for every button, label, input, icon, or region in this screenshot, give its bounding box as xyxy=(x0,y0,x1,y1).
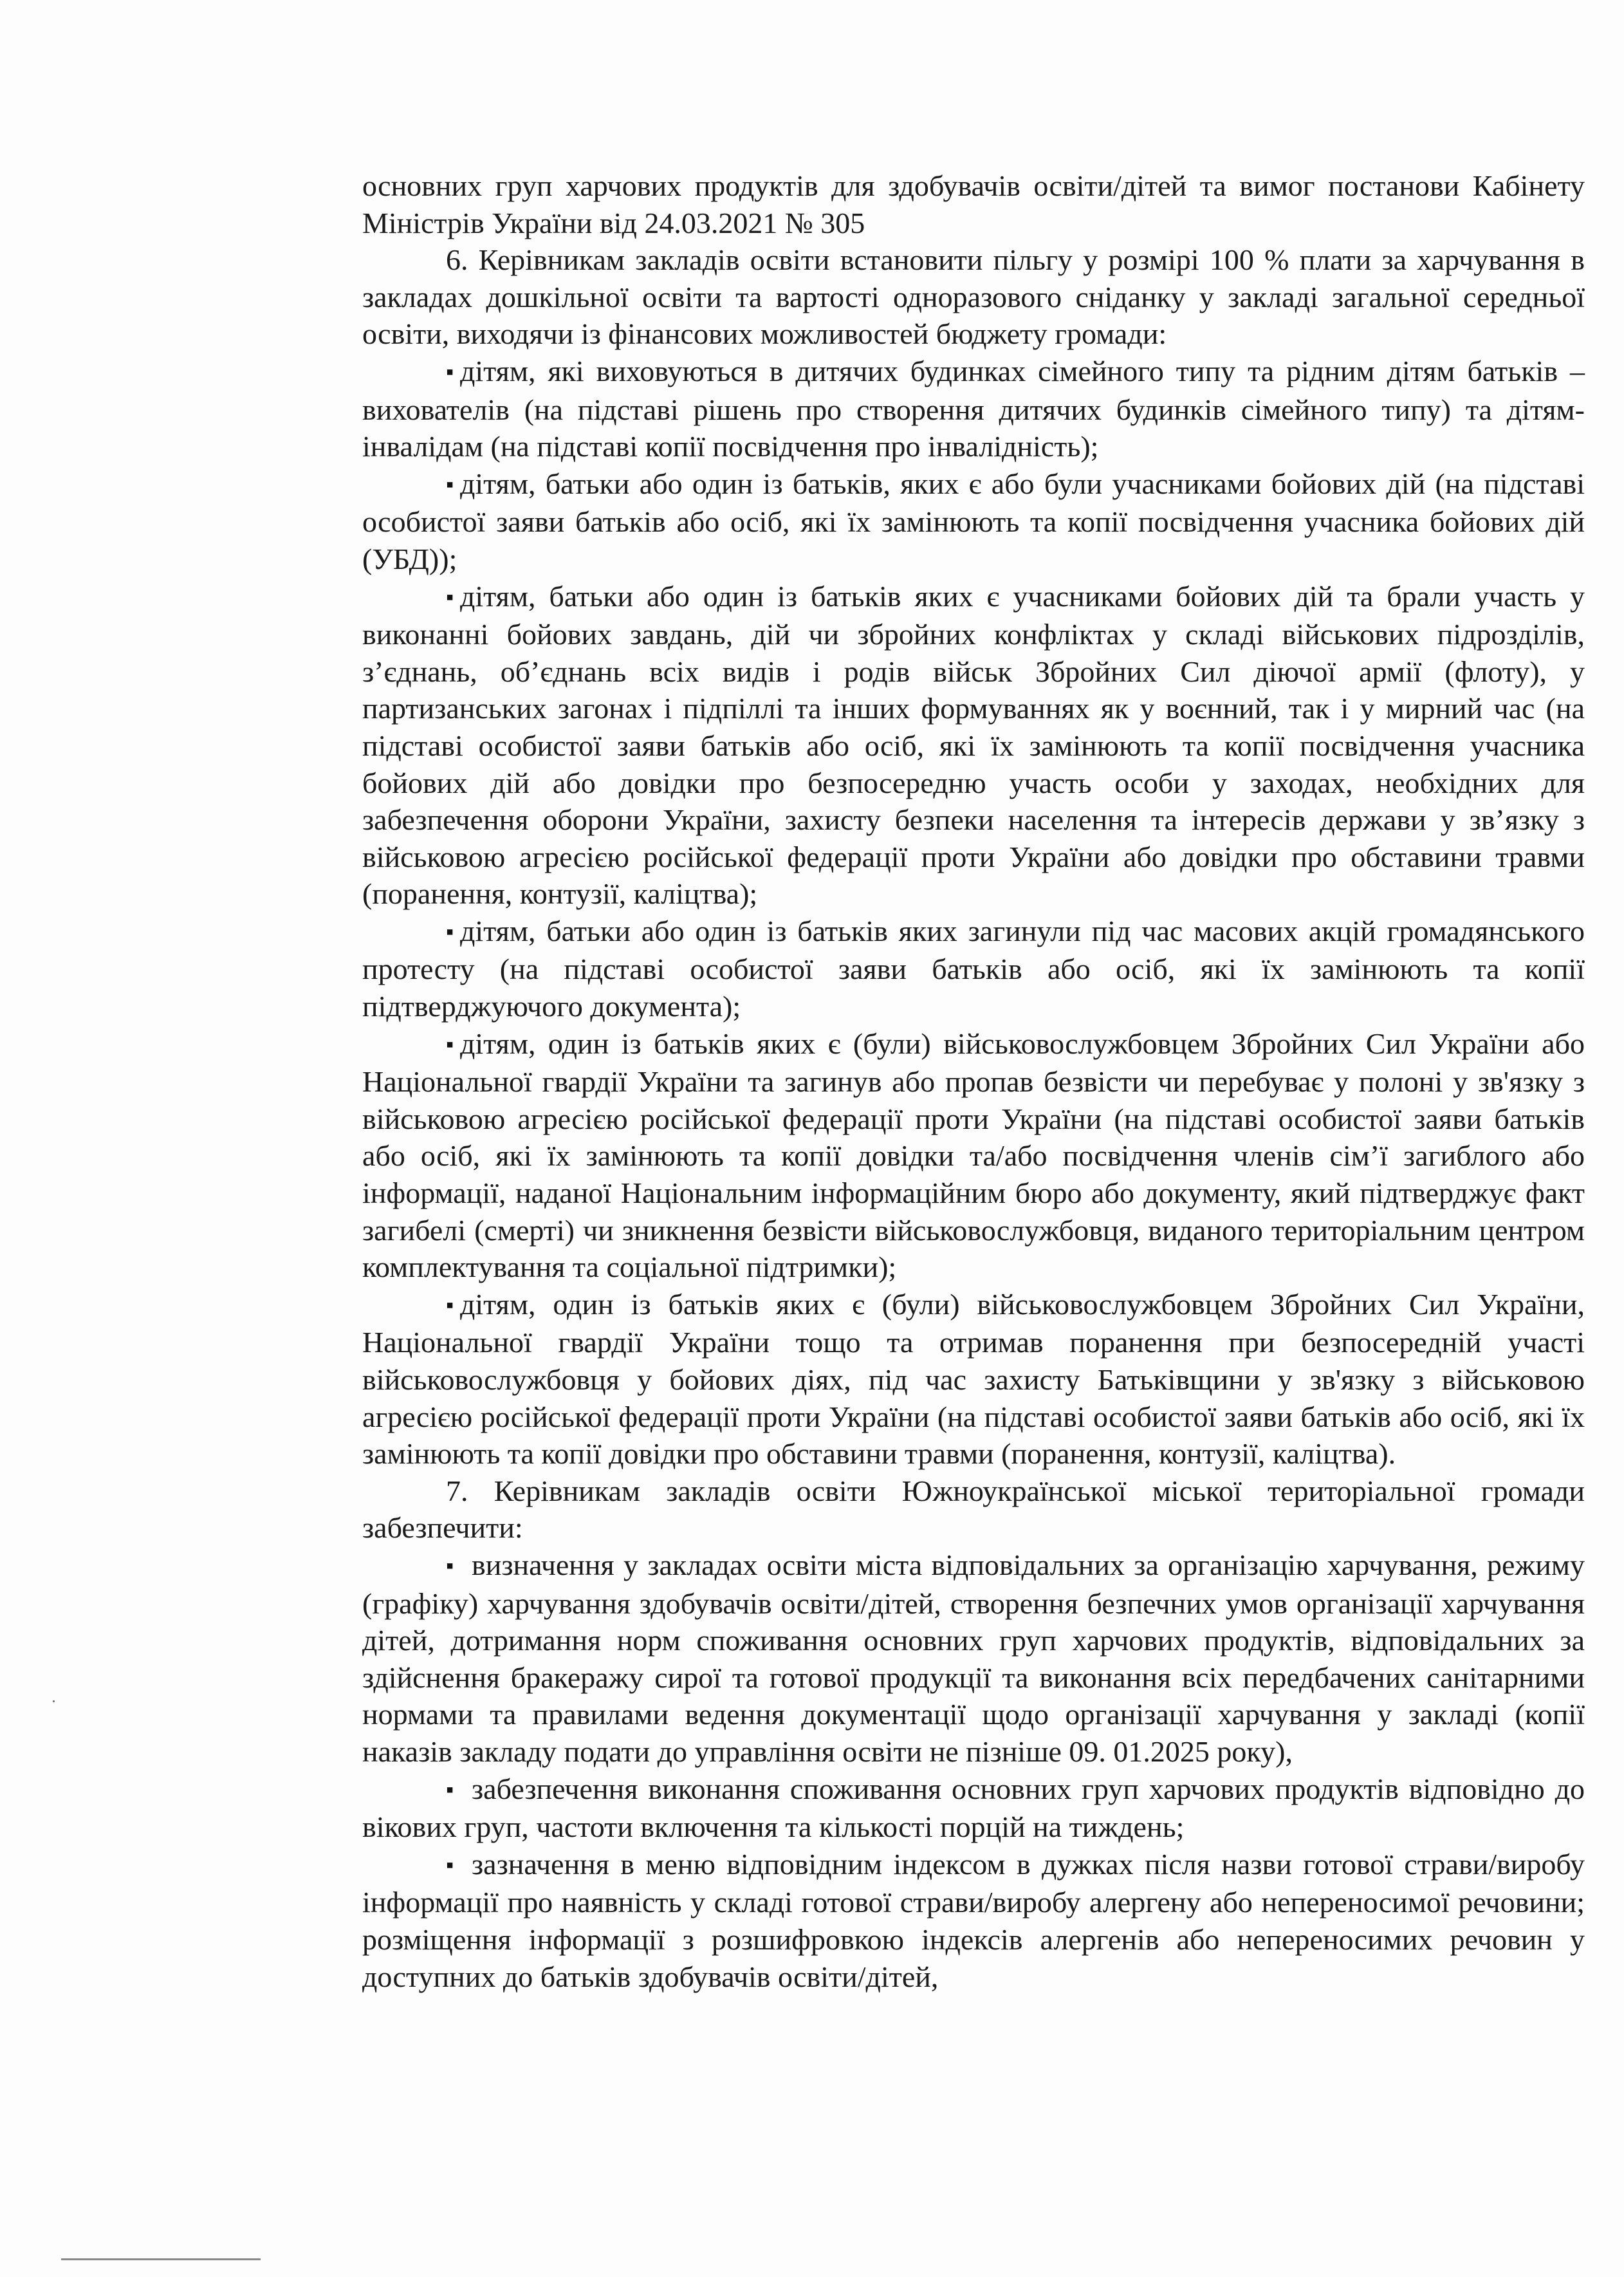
bullet-paragraph xyxy=(362,1547,1585,1770)
bullet-icon: ▪ xyxy=(446,920,454,944)
bullet-text: дітям, батьки або один із батьків, яких є або були учасниками бойових дій (на підставі особистої заяви батьків або осіб, які їх замінюють та копії посвідчення учасника бойових дій (УБД)); xyxy=(362,467,1585,575)
bullet-paragraph xyxy=(362,353,1585,465)
bullet-text: дітям, батьки або один із батьків яких загинули під час масових акцій громадянського протесту (на підставі особистої заяви батьків або осіб, які їх замінюють та копії підтверджуючого документа); xyxy=(362,914,1585,1023)
bullet-text: зазначення в меню відповідним індексом в дужках після назви готової страви/виробу інформації про наявність у складі готової страви/виробу алергену або непереносимої речовини; розміщення інформації з розшифровкою індексів алергенів або непереносимих речовин у доступних до батьків здобувачів освіти/дітей, xyxy=(362,1847,1585,1993)
bullet-icon: ▪ xyxy=(446,1853,454,1877)
bullet-paragraph xyxy=(362,1025,1585,1286)
bullet-text: дітям, один із батьків яких є (були) військовослужбовцем Збройних Сил України або Національної гвардії України та загинув або пропав безвісти чи перебуває у полоні у зв'язку з військовою агресією російської федерації проти України (на підставі особистої заяви батьків або осіб, які їх замінюють та копії довідки та/або посвідчення членів сім’ї загиблого або інформації, наданої Національним інформаційним бюро або документу, який підтверджує факт загибелі (смерті) чи зникнення безвісти військовослужбовця, виданого територіальним центром комплектування та соціальної підтримки); xyxy=(362,1027,1585,1284)
bullet-icon: ▪ xyxy=(446,1778,454,1802)
bullet-paragraph xyxy=(362,578,1585,913)
bullet-text: забезпечення виконання споживання основних груп харчових продуктів відповідно до вікових груп, частоти включення та кількості порцій на тиждень; xyxy=(362,1772,1585,1844)
bullet-icon: ▪ xyxy=(446,585,454,609)
bullet-text: дітям, які виховуються в дитячих будинках сімейного типу та рідним дітям батьків – вихователів (на підставі рішень про створення дитячих будинків сімейного типу) та дітям-інвалідам (на підставі копії посвідчення про інвалідність); xyxy=(362,354,1585,463)
bullet-icon: ▪ xyxy=(446,1554,454,1578)
bullet-icon: ▪ xyxy=(446,1032,454,1057)
scan-speck xyxy=(53,1700,55,1702)
scan-edge-line xyxy=(61,2258,261,2260)
paragraph-item-6: 6. Керівникам закладів освіти встановити пільгу у розмірі 100 % плати за харчування в закладах дошкільної освіти та вартості одноразового сніданку у закладі загальної середньої освіти, виходячи із фінансових можливостей бюджету громади: xyxy=(362,243,1585,351)
paragraph-item-7: 7. Керівникам закладів освіти Южноукраїнської міської територіальної громади забезпечити: xyxy=(362,1474,1585,1545)
bullet-icon: ▪ xyxy=(446,1293,454,1317)
bullet-icon: ▪ xyxy=(446,360,454,384)
bullet-icon: ▪ xyxy=(446,472,454,497)
bullet-paragraph xyxy=(362,1846,1585,1995)
bullet-paragraph xyxy=(362,465,1585,578)
bullet-paragraph xyxy=(362,1770,1585,1846)
bullet-text: визначення у закладах освіти міста відповідальних за організацію харчування, режиму (графіку) харчування здобувачів освіти/дітей, створення безпечних умов організації харчування дітей, дотримання норм споживання основних груп харчових продуктів, відповідальних за здійснення бракеражу сирої та готової продукції та виконання всіх передбачених санітарними нормами та правилами ведення документації щодо організації харчування у закладі (копії наказів закладу подати до управління освіти не пізніше 09. 01.2025 року), xyxy=(362,1548,1585,1768)
bullet-text: дітям, батьки або один із батьків яких є учасниками бойових дій та брали участь у виконанні бойових завдань, дій чи збройних конфліктах у складі військових підрозділів, з’єднань, об’єднань всіх видів і родів військ Збройних Сил діючої армії (флоту), у партизанських загонах і підпіллі та інших формуваннях як у воєнний, так і у мирний час (на підставі особистої заяви батьків або осіб, які їх замінюють та копії посвідчення учасника бойових дій або довідки про безпосередню участь особи у заходах, необхідних для забезпечення оборони України, захисту безпеки населення та інтересів держави у зв’язку з військовою агресією російської федерації проти України або довідки про обставини травми (поранення, контузії, каліцтва); xyxy=(362,579,1585,911)
paragraph-continuation: основних груп харчових продуктів для здобувачів освіти/дітей та вимог постанови Кабінету Міністрів України від 24.03.2021 № 305 xyxy=(362,169,1585,239)
bullet-paragraph xyxy=(362,1286,1585,1473)
document-body xyxy=(362,167,1585,1995)
bullet-paragraph xyxy=(362,913,1585,1025)
bullet-text: дітям, один із батьків яких є (були) військовослужбовцем Збройних Сил України, Національної гвардії України тощо та отримав поранення при безпосередній участі військовослужбовця у бойових діях, під час захисту Батьківщини у зв'язку з військовою агресією російської федерації проти України (на підставі особистої заяви батьків або осіб, які їх замінюють та копії довідки про обставини травми (поранення, контузії, каліцтва). xyxy=(362,1287,1585,1471)
